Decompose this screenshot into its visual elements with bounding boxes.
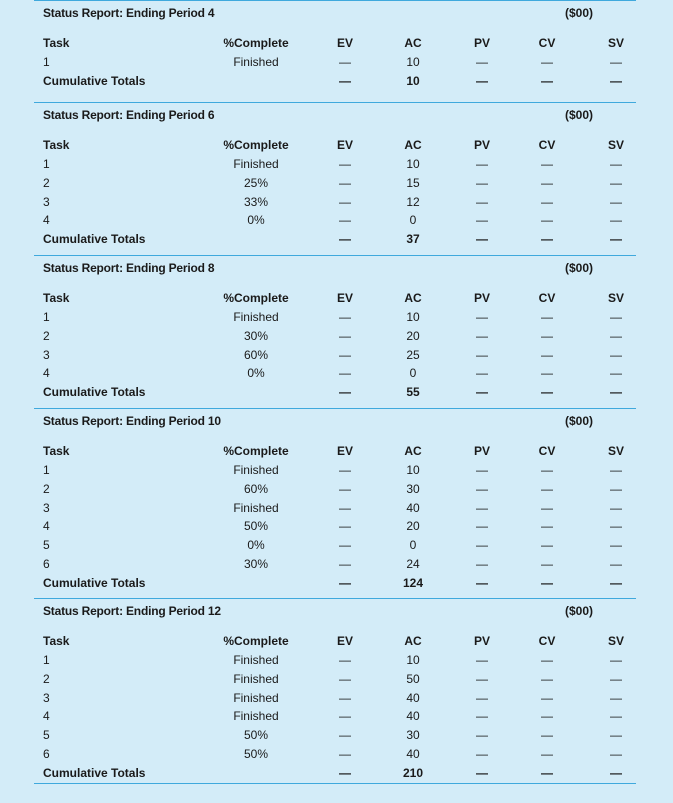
- cv-value: —: [541, 55, 553, 69]
- col-ac-header: AC: [404, 36, 422, 50]
- column-header-row: [34, 632, 636, 651]
- ev-value: —: [339, 463, 351, 477]
- unit-label: ($00): [564, 6, 593, 20]
- task-number: 5: [43, 538, 50, 553]
- ac-value: 10: [406, 157, 420, 171]
- total-pv: —: [476, 73, 488, 88]
- total-ev: —: [339, 575, 351, 590]
- ac-value: 20: [406, 519, 420, 534]
- task-number: 4: [43, 519, 50, 534]
- report-title-row: [34, 413, 636, 432]
- percent-complete: 0%: [247, 213, 265, 228]
- pv-value: —: [476, 310, 488, 324]
- col-cv-header: CV: [538, 138, 556, 152]
- task-number: 4: [43, 213, 50, 228]
- totals-label: Cumulative Totals: [43, 765, 146, 780]
- cv-value: —: [541, 157, 553, 171]
- status-report: [34, 255, 636, 403]
- cv-value: —: [541, 481, 553, 496]
- ac-value: 12: [406, 194, 420, 209]
- table-row: [34, 346, 636, 365]
- cv-value: —: [541, 463, 553, 477]
- top-rule: [34, 102, 636, 103]
- total-sv: —: [610, 765, 622, 780]
- col-cv-header: CV: [538, 444, 556, 458]
- total-sv: —: [610, 232, 622, 247]
- table-row: [34, 499, 636, 518]
- sv-value: —: [610, 747, 622, 761]
- pv-value: —: [476, 328, 488, 343]
- sv-value: —: [610, 481, 622, 496]
- percent-complete: Finished: [233, 653, 279, 667]
- column-header-row: [34, 34, 636, 53]
- report-title: Status Report: Ending Period 12: [43, 604, 221, 618]
- sv-value: —: [610, 690, 622, 705]
- percent-complete: 0%: [247, 366, 265, 381]
- ac-value: 40: [406, 709, 420, 724]
- total-pv: —: [476, 385, 488, 400]
- ev-value: —: [339, 194, 351, 209]
- task-number: 2: [43, 481, 50, 496]
- percent-complete: Finished: [233, 709, 279, 724]
- col-cv-header: CV: [538, 291, 556, 305]
- total-pv: —: [476, 575, 488, 590]
- table-row: [34, 670, 636, 689]
- cv-value: —: [541, 310, 553, 324]
- cumulative-totals-row: [34, 574, 636, 593]
- table-row: [34, 689, 636, 708]
- sv-value: —: [610, 366, 622, 381]
- col-pct-header: %Complete: [223, 36, 289, 50]
- sv-value: —: [610, 538, 622, 553]
- pv-value: —: [476, 728, 488, 743]
- ac-value: 30: [406, 728, 420, 743]
- task-number: 2: [43, 671, 50, 686]
- unit-label: ($00): [564, 261, 593, 275]
- col-task-header: Task: [43, 634, 70, 648]
- pv-value: —: [476, 175, 488, 190]
- cv-value: —: [541, 500, 553, 515]
- sv-value: —: [610, 728, 622, 743]
- task-number: 5: [43, 728, 50, 743]
- cv-value: —: [541, 538, 553, 553]
- cumulative-totals-row: [34, 764, 636, 783]
- col-ev-header: EV: [336, 634, 353, 648]
- col-ac-header: AC: [404, 444, 422, 458]
- sv-value: —: [610, 500, 622, 515]
- cv-value: —: [541, 347, 553, 362]
- cv-value: —: [541, 519, 553, 534]
- task-number: 3: [43, 347, 50, 362]
- task-number: 4: [43, 366, 50, 381]
- pv-value: —: [476, 481, 488, 496]
- unit-label: ($00): [564, 414, 593, 428]
- total-sv: —: [610, 575, 622, 590]
- cv-value: —: [541, 747, 553, 761]
- pv-value: —: [476, 653, 488, 667]
- cv-value: —: [541, 175, 553, 190]
- cumulative-totals-row: [34, 72, 636, 91]
- sv-value: —: [610, 310, 622, 324]
- ev-value: —: [339, 481, 351, 496]
- percent-complete: Finished: [233, 671, 279, 686]
- percent-complete: 30%: [243, 557, 269, 571]
- ev-value: —: [339, 519, 351, 534]
- total-cv: —: [541, 232, 553, 247]
- total-ac: 210: [402, 765, 424, 780]
- ev-value: —: [339, 366, 351, 381]
- sv-value: —: [610, 55, 622, 69]
- ev-value: —: [339, 157, 351, 171]
- col-pv-header: PV: [473, 444, 490, 458]
- pv-value: —: [476, 671, 488, 686]
- cv-value: —: [541, 709, 553, 724]
- cv-value: —: [541, 213, 553, 228]
- pv-value: —: [476, 347, 488, 362]
- totals-label: Cumulative Totals: [43, 575, 146, 590]
- column-header-row: [34, 136, 636, 155]
- ev-value: —: [339, 310, 351, 324]
- percent-complete: 50%: [243, 747, 269, 761]
- cv-value: —: [541, 328, 553, 343]
- sv-value: —: [610, 157, 622, 171]
- task-number: 1: [43, 157, 50, 171]
- table-row: [34, 651, 636, 670]
- sv-value: —: [610, 463, 622, 477]
- ac-value: 10: [406, 463, 420, 477]
- pv-value: —: [476, 557, 488, 571]
- sv-value: —: [610, 175, 622, 190]
- total-sv: —: [610, 385, 622, 400]
- report-title: Status Report: Ending Period 4: [43, 6, 215, 20]
- task-number: 3: [43, 194, 50, 209]
- total-ev: —: [339, 232, 351, 247]
- col-task-header: Task: [43, 36, 70, 50]
- percent-complete: 30%: [243, 328, 269, 343]
- sv-value: —: [610, 213, 622, 228]
- col-ev-header: EV: [336, 36, 353, 50]
- ev-value: —: [339, 671, 351, 686]
- sv-value: —: [610, 328, 622, 343]
- report-title-row: [34, 107, 636, 126]
- ac-value: 0: [409, 366, 417, 381]
- table-row: [34, 174, 636, 193]
- col-ac-header: AC: [404, 291, 422, 305]
- pv-value: —: [476, 463, 488, 477]
- total-cv: —: [541, 73, 553, 88]
- cv-value: —: [541, 728, 553, 743]
- totals-label: Cumulative Totals: [43, 385, 146, 400]
- ac-value: 40: [406, 690, 420, 705]
- percent-complete: 50%: [243, 519, 269, 534]
- table-row: [34, 308, 636, 327]
- total-sv: —: [610, 73, 622, 88]
- percent-complete: Finished: [233, 690, 279, 705]
- report-title-row: [34, 260, 636, 279]
- total-cv: —: [541, 575, 553, 590]
- col-ac-header: AC: [404, 634, 422, 648]
- ac-value: 25: [406, 347, 420, 362]
- total-ac: 55: [406, 385, 420, 400]
- total-ev: —: [339, 385, 351, 400]
- col-pv-header: PV: [473, 138, 490, 152]
- total-ev: —: [339, 765, 351, 780]
- task-number: 2: [43, 175, 50, 190]
- ev-value: —: [339, 55, 351, 69]
- percent-complete: 50%: [243, 728, 269, 743]
- pv-value: —: [476, 538, 488, 553]
- task-number: 6: [43, 747, 50, 761]
- ac-value: 10: [406, 55, 420, 69]
- table-row: [34, 726, 636, 745]
- table-row: [34, 155, 636, 174]
- pv-value: —: [476, 519, 488, 534]
- percent-complete: 0%: [247, 538, 265, 553]
- table-row: [34, 517, 636, 536]
- task-number: 1: [43, 310, 50, 324]
- col-pv-header: PV: [473, 291, 490, 305]
- col-task-header: Task: [43, 444, 70, 458]
- ac-value: 10: [406, 310, 420, 324]
- col-ev-header: EV: [336, 444, 353, 458]
- ac-value: 0: [409, 213, 417, 228]
- task-number: 1: [43, 463, 50, 477]
- top-rule: [34, 408, 636, 409]
- ev-value: —: [339, 538, 351, 553]
- total-pv: —: [476, 765, 488, 780]
- percent-complete: 60%: [243, 481, 269, 496]
- col-cv-header: CV: [538, 634, 556, 648]
- ev-value: —: [339, 747, 351, 761]
- totals-label: Cumulative Totals: [43, 232, 146, 247]
- total-pv: —: [476, 232, 488, 247]
- top-rule: [34, 598, 636, 599]
- table-row: [34, 327, 636, 346]
- col-ac-header: AC: [404, 138, 422, 152]
- ac-value: 30: [406, 481, 420, 496]
- pv-value: —: [476, 747, 488, 761]
- bottom-rule: [34, 783, 636, 784]
- ev-value: —: [339, 347, 351, 362]
- ac-value: 20: [406, 328, 420, 343]
- ev-value: —: [339, 709, 351, 724]
- status-report: [34, 598, 636, 784]
- col-ev-header: EV: [336, 138, 353, 152]
- table-row: [34, 536, 636, 555]
- report-title: Status Report: Ending Period 6: [43, 108, 215, 122]
- pv-value: —: [476, 366, 488, 381]
- table-row: [34, 707, 636, 726]
- unit-label: ($00): [564, 604, 593, 618]
- percent-complete: Finished: [233, 500, 279, 515]
- table-row: [34, 461, 636, 480]
- ac-value: 15: [406, 175, 420, 190]
- sv-value: —: [610, 671, 622, 686]
- table-row: [34, 480, 636, 499]
- task-number: 3: [43, 500, 50, 515]
- totals-label: Cumulative Totals: [43, 73, 146, 88]
- col-cv-header: CV: [538, 36, 556, 50]
- table-row: [34, 364, 636, 383]
- col-task-header: Task: [43, 291, 70, 305]
- col-pct-header: %Complete: [223, 634, 289, 648]
- ac-value: 40: [406, 747, 420, 761]
- cv-value: —: [541, 690, 553, 705]
- task-number: 2: [43, 328, 50, 343]
- percent-complete: 25%: [243, 175, 269, 190]
- cv-value: —: [541, 653, 553, 667]
- table-row: [34, 53, 636, 72]
- table-row: [34, 745, 636, 764]
- ev-value: —: [339, 690, 351, 705]
- report-title: Status Report: Ending Period 8: [43, 261, 215, 275]
- pv-value: —: [476, 157, 488, 171]
- ev-value: —: [339, 557, 351, 571]
- col-task-header: Task: [43, 138, 70, 152]
- percent-complete: Finished: [233, 310, 279, 324]
- ev-value: —: [339, 728, 351, 743]
- cumulative-totals-row: [34, 383, 636, 402]
- pv-value: —: [476, 194, 488, 209]
- ac-value: 50: [406, 671, 420, 686]
- table-row: [34, 555, 636, 574]
- ac-value: 10: [406, 653, 420, 667]
- col-sv-header: SV: [607, 138, 624, 152]
- report-title: Status Report: Ending Period 10: [43, 414, 221, 428]
- sv-value: —: [610, 194, 622, 209]
- task-number: 1: [43, 653, 50, 667]
- ev-value: —: [339, 213, 351, 228]
- col-sv-header: SV: [607, 444, 624, 458]
- ac-value: 24: [406, 557, 420, 571]
- table-row: [34, 193, 636, 212]
- task-number: 1: [43, 55, 50, 69]
- cv-value: —: [541, 557, 553, 571]
- percent-complete: 60%: [243, 347, 269, 362]
- unit-label: ($00): [564, 108, 593, 122]
- col-pct-header: %Complete: [223, 291, 289, 305]
- sv-value: —: [610, 347, 622, 362]
- percent-complete: Finished: [233, 157, 279, 171]
- ev-value: —: [339, 328, 351, 343]
- ac-value: 0: [409, 538, 417, 553]
- percent-complete: 33%: [243, 194, 269, 209]
- sv-value: —: [610, 709, 622, 724]
- pv-value: —: [476, 709, 488, 724]
- total-ev: —: [339, 73, 351, 88]
- cv-value: —: [541, 366, 553, 381]
- ev-value: —: [339, 500, 351, 515]
- column-header-row: [34, 289, 636, 308]
- pv-value: —: [476, 690, 488, 705]
- total-ac: 124: [402, 575, 424, 590]
- report-title-row: [34, 5, 636, 24]
- cv-value: —: [541, 671, 553, 686]
- task-number: 6: [43, 557, 50, 571]
- ev-value: —: [339, 175, 351, 190]
- task-number: 4: [43, 709, 50, 724]
- sv-value: —: [610, 519, 622, 534]
- top-rule: [34, 255, 636, 256]
- pv-value: —: [476, 55, 488, 69]
- column-header-row: [34, 442, 636, 461]
- pv-value: —: [476, 500, 488, 515]
- total-cv: —: [541, 385, 553, 400]
- total-ac: 10: [406, 73, 420, 88]
- ac-value: 40: [406, 500, 420, 515]
- task-number: 3: [43, 690, 50, 705]
- percent-complete: Finished: [233, 463, 279, 477]
- status-report: [34, 0, 636, 92]
- col-pct-header: %Complete: [223, 444, 289, 458]
- total-cv: —: [541, 765, 553, 780]
- ev-value: —: [339, 653, 351, 667]
- col-pv-header: PV: [473, 36, 490, 50]
- col-ev-header: EV: [336, 291, 353, 305]
- pv-value: —: [476, 213, 488, 228]
- status-report: [34, 408, 636, 594]
- sv-value: —: [610, 653, 622, 667]
- col-sv-header: SV: [607, 291, 624, 305]
- cv-value: —: [541, 194, 553, 209]
- col-pv-header: PV: [473, 634, 490, 648]
- report-title-row: [34, 603, 636, 622]
- percent-complete: Finished: [233, 55, 279, 69]
- cumulative-totals-row: [34, 230, 636, 249]
- col-sv-header: SV: [607, 36, 624, 50]
- top-rule: [34, 0, 636, 1]
- total-ac: 37: [406, 232, 420, 247]
- table-row: [34, 211, 636, 230]
- sv-value: —: [610, 557, 622, 571]
- col-sv-header: SV: [607, 634, 624, 648]
- status-report: [34, 102, 636, 250]
- col-pct-header: %Complete: [223, 138, 289, 152]
